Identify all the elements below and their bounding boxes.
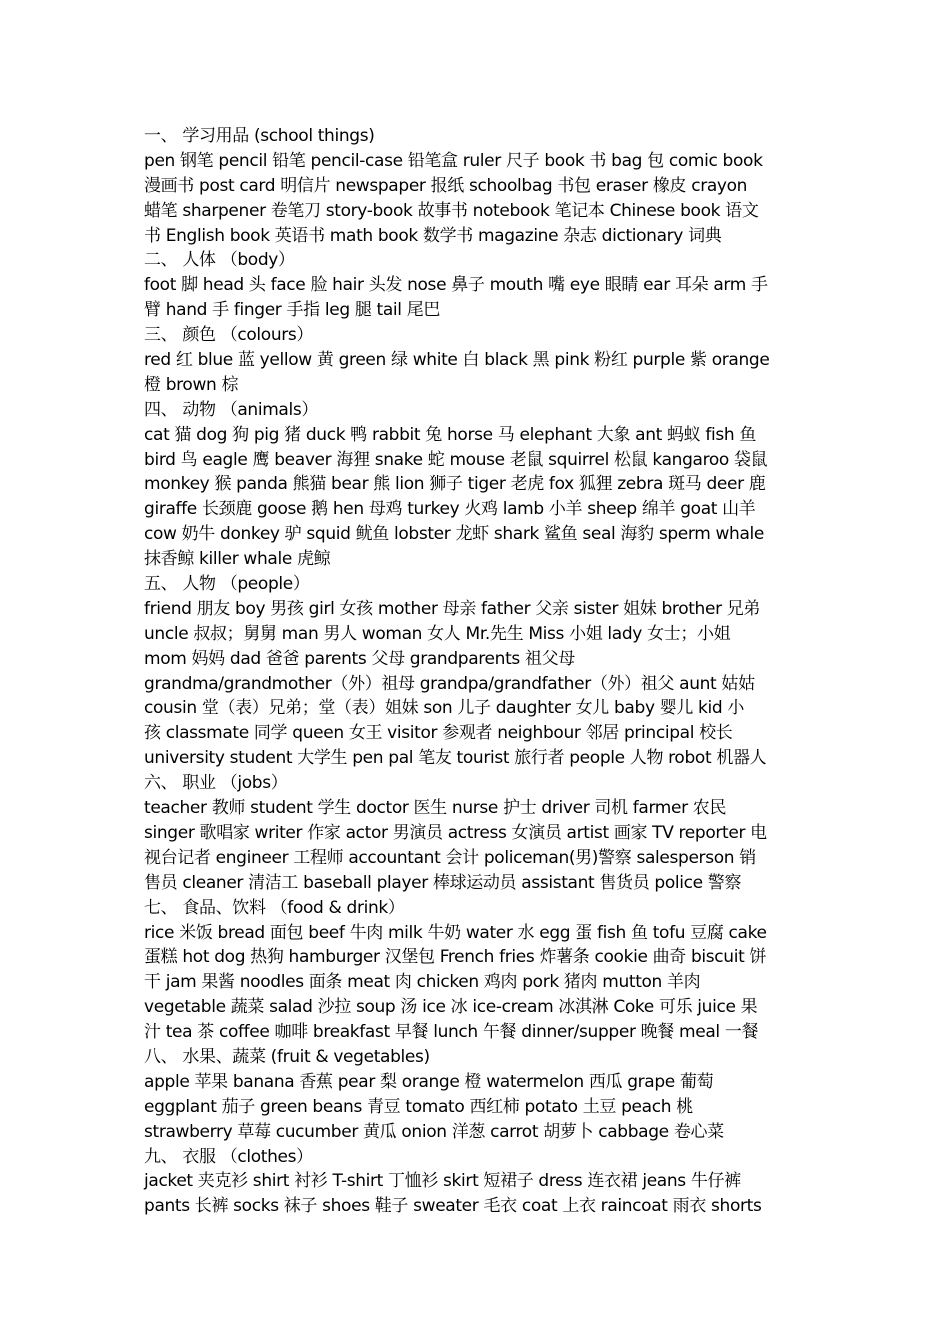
- text-line: university student 大学生 pen pal 笔友 tourist 旅行者 people 人物 robot 机器人: [144, 748, 767, 769]
- text-line: 书 English book 英语书 math book 数学书 magazine 杂志 dictionary 词典: [144, 225, 722, 246]
- text-line: 五、 人物 （people）: [144, 574, 310, 595]
- text-line: foot 脚 head 头 face 脸 hair 头发 nose 鼻子 mouth 嘴 eye 眼睛 ear 耳朵 arm 手: [144, 275, 768, 296]
- text-line: vegetable 蔬菜 salad 沙拉 soup 汤 ice 冰 ice-cream 冰淇淋 Coke 可乐 juice 果: [144, 997, 758, 1018]
- text-line: singer 歌唱家 writer 作家 actor 男演员 actress 女演员 artist 画家 TV reporter 电: [144, 822, 767, 843]
- text-line: 一、 学习用品 (school things): [144, 126, 375, 146]
- text-line: 二、 人体 （body）: [144, 250, 295, 271]
- text-line: 汁 tea 茶 coffee 咖啡 breakfast 早餐 lunch 午餐 dinner/supper 晚餐 meal 一餐: [144, 1022, 759, 1043]
- text-line: 七、 食品、饮料 （food & drink）: [144, 897, 405, 918]
- text-line: mom 妈妈 dad 爸爸 parents 父母 grandparents 祖父母: [144, 648, 575, 669]
- text-line: pants 长裤 socks 袜子 shoes 鞋子 sweater 毛衣 coat 上衣 raincoat 雨衣 shorts: [144, 1196, 762, 1217]
- text-line: 漫画书 post card 明信片 newspaper 报纸 schoolbag 书包 eraser 橡皮 crayon: [144, 175, 748, 196]
- text-line: 蛋糕 hot dog 热狗 hamburger 汉堡包 French fries 炸薯条 cookie 曲奇 biscuit 饼: [144, 947, 767, 968]
- text-line: 橙 brown 棕: [144, 374, 239, 395]
- text-line: 四、 动物 （animals）: [144, 399, 319, 420]
- text-line: 三、 颜色 （colours）: [144, 325, 314, 346]
- text-line: red 红 blue 蓝 yellow 黄 green 绿 white 白 black 黑 pink 粉红 purple 紫 orange: [144, 350, 770, 371]
- text-line: 臂 hand 手 finger 手指 leg 腿 tail 尾巴: [144, 300, 441, 321]
- text-line: cow 奶牛 donkey 驴 squid 鱿鱼 lobster 龙虾 shark 鲨鱼 seal 海豹 sperm whale: [144, 524, 765, 545]
- text-line: 九、 衣服 （clothes）: [144, 1146, 313, 1167]
- text-line: jacket 夹克衫 shirt 衬衫 T-shirt 丁恤衫 skirt 短裙子 dress 连衣裙 jeans 牛仔裤: [144, 1171, 741, 1192]
- text-line: 视台记者 engineer 工程师 accountant 会计 policeman(男)警察 salesperson 销: [144, 847, 756, 868]
- text-line: cat 猫 dog 狗 pig 猪 duck 鸭 rabbit 兔 horse 马 elephant 大象 ant 蚂蚁 fish 鱼: [144, 424, 757, 445]
- text-line: 孩 classmate 同学 queen 女王 visitor 参观者 neighbour 邻居 principal 校长: [144, 723, 733, 744]
- text-line: 六、 职业 （jobs）: [144, 773, 288, 794]
- text-line: giraffe 长颈鹿 goose 鹅 hen 母鸡 turkey 火鸡 lamb 小羊 sheep 绵羊 goat 山羊: [144, 499, 756, 520]
- text-line: 售员 cleaner 清洁工 baseball player 棒球运动员 assistant 售货员 police 警察: [144, 872, 742, 893]
- text-line: eggplant 茄子 green beans 青豆 tomato 西红柿 potato 土豆 peach 桃: [144, 1096, 693, 1117]
- text-line: teacher 教师 student 学生 doctor 医生 nurse 护士 driver 司机 farmer 农民: [144, 798, 727, 819]
- text-line: friend 朋友 boy 男孩 girl 女孩 mother 母亲 father 父亲 sister 姐妹 brother 兄弟: [144, 598, 761, 619]
- text-line: 蜡笔 sharpener 卷笔刀 story-book 故事书 notebook 笔记本 Chinese book 语文: [144, 200, 759, 221]
- text-line: 干 jam 果酱 noodles 面条 meat 肉 chicken 鸡肉 pork 猪肉 mutton 羊肉: [144, 972, 701, 993]
- text-line: bird 鸟 eagle 鹰 beaver 海狸 snake 蛇 mouse 老鼠 squirrel 松鼠 kangaroo 袋鼠: [144, 449, 768, 470]
- text-line: 抹香鲸 killer whale 虎鲸: [144, 549, 331, 570]
- text-line: apple 苹果 banana 香蕉 pear 梨 orange 橙 watermelon 西瓜 grape 葡萄: [144, 1071, 714, 1092]
- text-line: rice 米饭 bread 面包 beef 牛肉 milk 牛奶 water 水 egg 蛋 fish 鱼 tofu 豆腐 cake: [144, 922, 767, 943]
- text-line: strawberry 草莓 cucumber 黄瓜 onion 洋葱 carrot 胡萝卜 cabbage 卷心菜: [144, 1121, 724, 1142]
- vocabulary-list: [144, 124, 809, 1219]
- text-line: pen 钢笔 pencil 铅笔 pencil-case 铅笔盒 ruler 尺子 book 书 bag 包 comic book: [144, 150, 763, 171]
- text-line: uncle 叔叔；舅舅 man 男人 woman 女人 Mr.先生 Miss 小姐 lady 女士；小姐: [144, 623, 731, 644]
- text-line: cousin 堂（表）兄弟；堂（表）姐妹 son 儿子 daughter 女儿 baby 婴儿 kid 小: [144, 698, 745, 719]
- text-line: monkey 猴 panda 熊猫 bear 熊 lion 狮子 tiger 老虎 fox 狐狸 zebra 斑马 deer 鹿: [144, 474, 766, 495]
- text-line: grandma/grandmother（外）祖母 grandpa/grandfather（外）祖父 aunt 姑姑: [144, 673, 755, 694]
- text-line: 八、 水果、蔬菜 (fruit & vegetables): [144, 1046, 430, 1067]
